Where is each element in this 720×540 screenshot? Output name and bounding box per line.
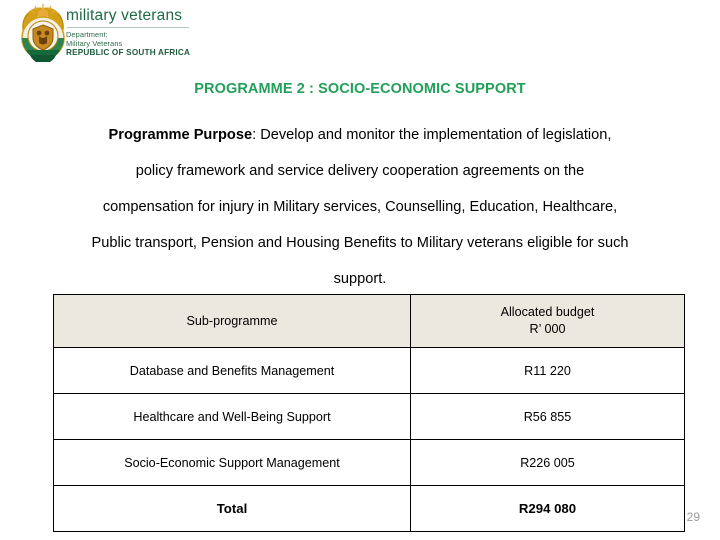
purpose-line-1 [14, 117, 706, 153]
purpose-label: Programme Purpose [108, 127, 253, 143]
department-line-3: REPUBLIC OF SOUTH AFRICA [66, 48, 191, 58]
table-header-row [54, 295, 685, 348]
table-body [54, 348, 685, 532]
column-header-sub-programme: Sub-programme [54, 295, 411, 348]
table-row [54, 394, 685, 440]
cell-total-label: Total [54, 486, 411, 532]
table-row [54, 348, 685, 394]
column-header-allocated-budget-line2: R’ 000 [529, 322, 566, 336]
department-line-2: Military Veterans [66, 39, 123, 49]
brand-title: military veterans [66, 7, 183, 24]
programme-purpose-paragraph [14, 117, 706, 297]
slide-header-band [0, 0, 720, 66]
table-row-total [54, 486, 685, 532]
table-row [54, 440, 685, 486]
purpose-text-1: : Develop and monitor the implementation of legislation, [252, 127, 612, 143]
cell-allocated-budget: R11 220 [411, 348, 685, 394]
column-header-allocated-budget-line1: Allocated budget [500, 305, 595, 319]
department-line-1: Department: [66, 30, 108, 39]
coat-of-arms-icon [14, 2, 72, 62]
cell-sub-programme: Database and Benefits Management [54, 348, 411, 394]
purpose-line-5: support. [333, 271, 387, 287]
page-title: PROGRAMME 2 : SOCIO-ECONOMIC SUPPORT [194, 81, 526, 97]
cell-sub-programme: Healthcare and Well-Being Support [54, 394, 411, 440]
cell-allocated-budget: R56 855 [411, 394, 685, 440]
brand-divider [67, 27, 189, 28]
page-number: 29 [686, 510, 700, 524]
allocated-budget-table [53, 294, 685, 532]
column-header-allocated-budget [411, 295, 685, 348]
purpose-line-3: compensation for injury in Military services, Counselling, Education, Healthcare, [102, 199, 618, 215]
cell-allocated-budget: R226 005 [411, 440, 685, 486]
cell-total-amount: R294 080 [411, 486, 685, 532]
table-header [54, 295, 685, 348]
purpose-line-4: Public transport, Pension and Housing Benefits to Military veterans eligible for such [91, 235, 629, 251]
purpose-line-2: policy framework and service delivery cooperation agreements on the [135, 163, 585, 179]
department-wordmark [66, 7, 326, 59]
cell-sub-programme: Socio-Economic Support Management [54, 440, 411, 486]
